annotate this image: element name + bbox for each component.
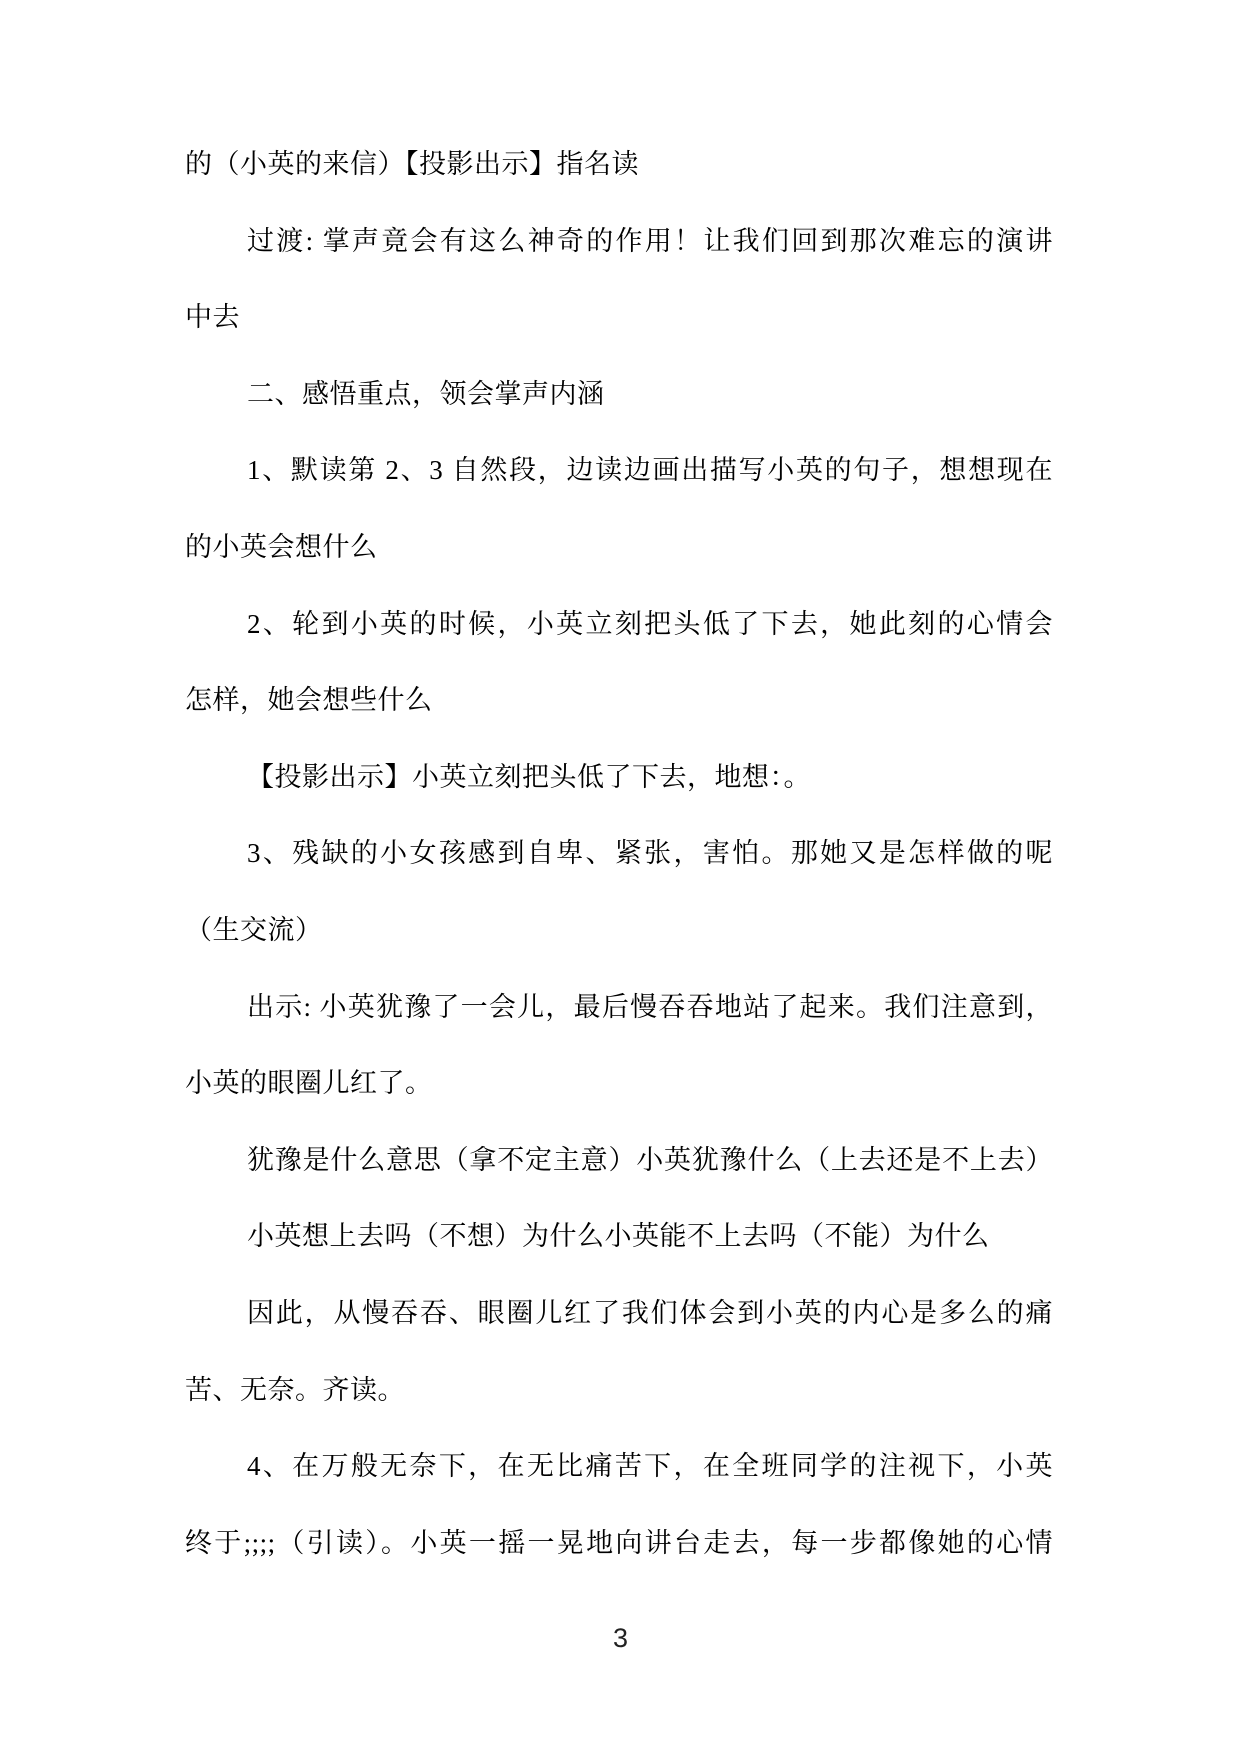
text-line: 2、轮到小英的时候，小英立刻把头低了下去，她此刻的心情会 [247,608,1053,639]
text-line: 小英的眼圈儿红了。 [185,1068,433,1099]
text-line: 4、在万般无奈下，在无比痛苦下，在全班同学的注视下，小英 [247,1451,1053,1482]
text-line: 3、残缺的小女孩感到自卑、紧张，害怕。那她又是怎样做的呢 [247,838,1053,869]
text-line: 过渡: 掌声竟会有这么神奇的作用！让我们回到那次难忘的演讲 [247,225,1053,256]
text-line: 二、感悟重点，领会掌声内涵 [247,378,605,409]
text-line: 中去 [185,302,240,333]
text-line: 因此，从慢吞吞、眼圈儿红了我们体会到小英的内心是多么的痛 [247,1297,1053,1328]
text-line: 出示: 小英犹豫了一会儿，最后慢吞吞地站了起来。我们注意到， [247,991,1053,1022]
text-line: 终于;;;;（引读）。小英一摇一晃地向讲台走去，每一步都像她的心情 [185,1527,1053,1558]
text-line: 苦、无奈。齐读。 [185,1374,405,1405]
text-line: 犹豫是什么意思（拿不定主意）小英犹豫什么（上去还是不上去） [247,1144,1053,1175]
page-number: 3 [612,1623,629,1653]
text-line: 1、默读第 2、3 自然段，边读边画出描写小英的句子，想想现在 [247,455,1053,486]
text-line: 小英想上去吗（不想）为什么小英能不上去吗（不能）为什么 [247,1221,990,1252]
text-line: 的小英会想什么 [185,531,378,562]
text-line: （生交流） [185,914,323,945]
text-line: 的（小英的来信）【投影出示】指名读 [185,149,639,179]
text-line: 怎样，她会想些什么 [185,685,433,716]
text-line: 【投影出示】小英立刻把头低了下去，地想：。 [247,761,811,792]
document-body [185,126,1053,1581]
